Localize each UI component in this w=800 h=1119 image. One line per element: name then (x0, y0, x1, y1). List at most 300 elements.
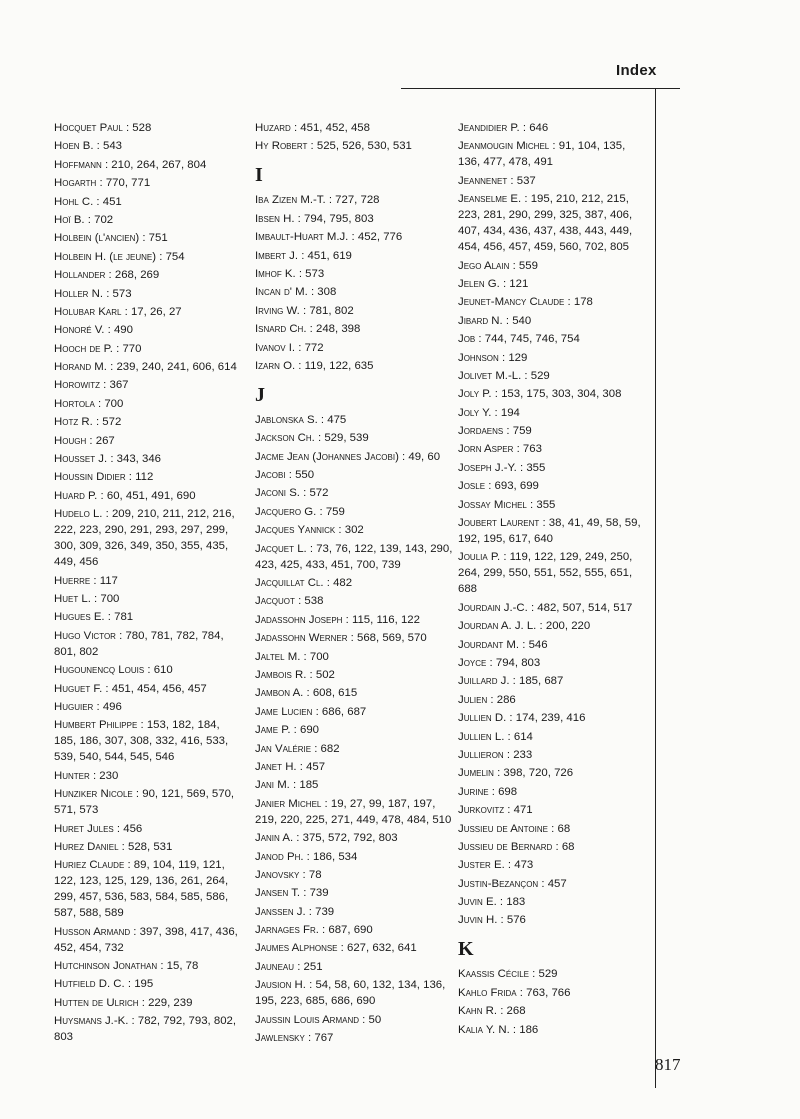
entry-pages: 751 (148, 232, 168, 245)
entry-pages: 153, 182, 184, 185, 186, 307, 308, 332, 416, 533, 539, 540, 544, 545, 546 (54, 719, 229, 764)
entry-pages: 754 (165, 250, 185, 263)
entry-name: Juvin E. (458, 896, 497, 909)
entry-name: Jeunet-Mancy Claude (458, 296, 565, 309)
index-entry (255, 777, 455, 793)
entry-pages: 248, 398 (316, 323, 361, 336)
entry-name: Irving W. (255, 304, 300, 317)
entry-name: Jadassohn Joseph (255, 613, 343, 626)
entry-separator: : (294, 595, 305, 608)
entry-name: Jullien L. (458, 730, 505, 743)
entry-name: Jambon A. (255, 687, 304, 700)
entry-separator: : (564, 296, 574, 309)
entry-name: Joyce (458, 656, 487, 669)
index-entry (54, 699, 244, 715)
entry-pages: 375, 572, 792, 803 (302, 832, 398, 845)
entry-name: Humbert Philippe (54, 719, 138, 732)
entry-separator: : (342, 613, 352, 626)
index-entry (54, 377, 244, 393)
index-entry (458, 460, 646, 476)
entry-separator: : (499, 277, 510, 290)
index-entry (255, 412, 455, 428)
entry-separator: : (539, 517, 549, 530)
entry-separator: : (294, 212, 305, 225)
entry-name: Jan Valérie (255, 742, 312, 755)
entry-pages: 473 (514, 859, 534, 872)
index-entry (54, 786, 244, 818)
entry-name: Justin-Bezançon (458, 877, 539, 890)
entry-name: Hoen B. (54, 140, 94, 153)
index-entry (458, 655, 646, 671)
entry-name: Jame Lucien (255, 705, 313, 718)
entry-pages: 60, 451, 491, 690 (106, 489, 196, 502)
entry-separator: : (298, 249, 308, 262)
entry-name: Kalia Y. N. (458, 1023, 510, 1036)
entry-pages: 457 (547, 877, 567, 890)
entry-pages: 451 (102, 195, 122, 208)
entry-pages: 115, 116, 122 (351, 613, 420, 626)
entry-separator: : (290, 122, 301, 134)
index-entry (54, 359, 244, 375)
entry-pages: 210, 264, 267, 804 (111, 158, 207, 171)
entry-separator: : (89, 769, 100, 782)
entry-name: Jolivet M.-L. (458, 369, 522, 382)
entry-pages: 129 (508, 351, 528, 364)
index-entry (458, 1022, 646, 1038)
entry-separator: : (497, 914, 507, 927)
entry-separator: : (144, 664, 154, 677)
entry-separator: : (90, 574, 100, 587)
entry-separator: : (156, 250, 166, 263)
entry-separator: : (305, 979, 316, 992)
entry-separator: : (519, 122, 530, 134)
index-entry (54, 662, 244, 678)
entry-separator: : (498, 351, 509, 364)
entry-pages: 614 (513, 730, 533, 743)
entry-pages: 559 (518, 259, 538, 272)
entry-name: Houssin Didier (54, 471, 126, 484)
entry-separator: : (84, 213, 95, 226)
entry-separator: : (121, 305, 131, 318)
index-entry (255, 940, 455, 956)
entry-pages: 739 (315, 905, 335, 918)
index-entry (54, 304, 244, 320)
index-entry (54, 414, 244, 430)
entry-name: Ivanov I. (255, 341, 296, 354)
section-letter: K (458, 938, 474, 961)
entry-name: Hy Robert (255, 140, 308, 153)
entry-pages: 50 (368, 1013, 382, 1026)
entry-name: Jaltel M. (255, 650, 301, 663)
entry-separator: : (295, 267, 306, 280)
entry-name: Juvin H. (458, 914, 498, 927)
index-entry (255, 522, 455, 538)
index-entry (54, 322, 244, 338)
index-entry (458, 729, 646, 745)
entry-name: Kaassis Cécile (458, 968, 530, 981)
entry-pages: 286 (496, 693, 516, 706)
entry-pages: 543 (103, 140, 123, 153)
entry-separator: : (306, 668, 316, 681)
entry-pages: 627, 632, 641 (347, 942, 417, 955)
entry-pages: 573 (112, 287, 132, 300)
entry-pages: 233 (513, 748, 533, 761)
entry-separator: : (526, 498, 537, 511)
entry-separator: : (104, 611, 115, 624)
entry-name: Hohl C. (54, 195, 94, 208)
index-entry (54, 249, 244, 265)
entry-separator: : (503, 748, 514, 761)
index-entry (255, 303, 455, 319)
entry-name: Jauneau (255, 960, 295, 973)
entry-name: Jourdain J.-C. (458, 601, 528, 614)
entry-name: Jourdant M. (458, 638, 520, 651)
entry-pages: 302 (344, 524, 364, 537)
entry-pages: 239, 240, 241, 606, 614 (116, 361, 237, 374)
entry-pages: 572 (102, 416, 122, 429)
entry-separator: : (496, 896, 507, 909)
entry-separator: : (132, 788, 143, 801)
entry-separator: : (549, 140, 559, 153)
entry-separator: : (335, 524, 345, 537)
index-entry (458, 478, 646, 494)
entry-separator: : (300, 650, 310, 663)
index-entry (255, 612, 455, 628)
entry-separator: : (486, 656, 496, 669)
entry-separator: : (311, 742, 321, 755)
section-letter: I (255, 164, 263, 187)
entry-pages: 355 (526, 461, 546, 474)
entry-name: Jame P. (255, 724, 291, 737)
index-entry (54, 958, 244, 974)
entry-pages: 759 (512, 425, 532, 438)
index-entry (54, 488, 244, 504)
entry-separator: : (104, 324, 114, 337)
entry-separator: : (521, 369, 531, 382)
entry-name: Hotz R. (54, 416, 93, 429)
entry-name: Jussieu de Antoine (458, 822, 548, 835)
entry-separator: : (113, 822, 124, 835)
index-entry (458, 173, 646, 189)
entry-pages: 230 (99, 769, 119, 782)
index-entry (255, 575, 455, 591)
entry-pages: 496 (102, 700, 122, 713)
entry-name: Hudelo L. (54, 508, 103, 521)
index-column-2 (255, 120, 455, 1048)
entry-pages: 794, 803 (495, 656, 541, 669)
entry-pages: 73, 76, 122, 139, 143, 290, 423, 425, 433, 451, 700, 739 (255, 542, 453, 571)
entry-pages: 268 (506, 1005, 526, 1018)
entry-name: Jaconi S. (255, 487, 300, 500)
index-entry (54, 157, 244, 173)
entry-separator: : (506, 712, 516, 725)
entry-separator: : (285, 469, 296, 482)
entry-name: Horowitz (54, 379, 100, 392)
section-letter: J (255, 383, 265, 406)
index-entry (458, 802, 646, 818)
entry-name: Jeanmougin Michel (458, 140, 550, 153)
entry-separator: : (509, 259, 519, 272)
index-entry (54, 1013, 244, 1045)
entry-name: Johnson (458, 351, 499, 364)
entry-separator: : (303, 687, 313, 700)
entry-name: Hutchinson Jonathan (54, 960, 158, 973)
index-entry (458, 294, 646, 310)
index-entry (458, 441, 646, 457)
entry-separator: : (293, 832, 303, 845)
entry-pages: 525, 526, 530, 531 (316, 140, 412, 153)
entry-pages: 19, 27, 99, 187, 197, 219, 220, 225, 271, 449, 478, 484, 510 (255, 797, 452, 826)
index-entry (255, 284, 455, 300)
index-entry (54, 857, 244, 921)
entry-name: Hough (54, 434, 87, 447)
entry-name: Jorn Asper (458, 443, 514, 456)
entry-name: Hugo Victor (54, 629, 116, 642)
entry-separator: : (290, 724, 300, 737)
index-entry (458, 839, 646, 855)
index-entry (255, 321, 455, 337)
entry-name: Hurez Daniel (54, 840, 119, 853)
entry-separator: : (115, 629, 126, 642)
entry-name: Honoré V. (54, 324, 105, 337)
entry-name: Josle (458, 480, 486, 493)
entry-separator: : (497, 1005, 507, 1018)
entry-pages: 576 (506, 914, 526, 927)
entry-separator: : (321, 797, 331, 810)
entry-name: Huriez Claude (54, 859, 125, 872)
entry-pages: 195, 210, 212, 215, 223, 281, 290, 299, 325, 387, 406, 407, 434, 436, 437, 438, 443, 449, 454, 456, 457, 459, 560, 702, 805 (458, 193, 633, 254)
entry-name: Jego Alain (458, 259, 510, 272)
entry-separator: : (105, 269, 115, 282)
entry-pages: 398, 720, 726 (503, 767, 574, 780)
entry-name: Juster E. (458, 859, 505, 872)
index-entry (255, 449, 455, 465)
entry-pages: 763 (522, 443, 542, 456)
entry-name: Janod Ph. (255, 850, 304, 863)
index-entry (54, 924, 244, 956)
entry-name: Hortola (54, 397, 95, 410)
entry-pages: 91, 104, 135, 136, 477, 478, 491 (458, 140, 626, 169)
entry-name: Joseph J.-Y. (458, 461, 517, 474)
entry-name: Jausion H. (255, 979, 306, 992)
entry-separator: : (101, 158, 112, 171)
entry-pages: 528 (132, 122, 152, 134)
entry-separator: : (488, 785, 499, 798)
index-entry (255, 504, 455, 520)
entry-separator: : (507, 174, 517, 187)
entry-pages: 781 (114, 611, 134, 624)
index-entry (255, 340, 455, 356)
entry-pages: 186, 534 (313, 850, 358, 863)
entry-name: Hogarth (54, 177, 97, 190)
entry-separator: : (487, 693, 497, 706)
entry-name: Huguier (54, 700, 94, 713)
entry-separator: : (521, 193, 531, 206)
entry-pages: 90, 121, 569, 570, 571, 573 (54, 788, 235, 817)
index-entry (458, 784, 646, 800)
entry-separator: : (299, 868, 309, 881)
entry-name: Holbein (l'ancien) (54, 232, 140, 245)
entry-pages: 608, 615 (312, 687, 358, 700)
entry-pages: 17, 26, 27 (130, 305, 182, 318)
entry-pages: 502 (315, 668, 335, 681)
entry-name: Hoffmann (54, 158, 102, 171)
entry-name: Jeanselme E. (458, 193, 522, 206)
entry-name: Janin A. (255, 832, 294, 845)
entry-name: Huet L. (54, 592, 91, 605)
entry-pages: 744, 745, 746, 754 (484, 333, 580, 346)
entry-separator: : (100, 379, 110, 392)
entry-name: Janet H. (255, 760, 297, 773)
entry-pages: 540 (512, 314, 532, 327)
entry-pages: 759 (325, 505, 345, 518)
entry-pages: 268, 269 (114, 269, 160, 282)
entry-separator: : (299, 487, 310, 500)
entry-name: Jumelin (458, 767, 494, 780)
index-entry (255, 358, 455, 374)
index-entry (255, 685, 455, 701)
entry-pages: 572 (309, 487, 329, 500)
entry-name: Janssen J. (255, 905, 306, 918)
entry-pages: 794, 795, 803 (304, 212, 374, 225)
index-entry (458, 515, 646, 547)
entry-separator: : (93, 195, 103, 208)
index-entry (255, 266, 455, 282)
entry-separator: : (107, 453, 117, 466)
entry-pages: 537 (516, 174, 536, 187)
entry-separator: : (509, 675, 520, 688)
entry-pages: 68 (561, 840, 575, 853)
entry-pages: 185 (299, 779, 319, 792)
index-entry (255, 630, 455, 646)
entry-separator: : (529, 968, 539, 981)
entry-pages: 770, 771 (105, 177, 151, 190)
entry-separator: : (475, 333, 485, 346)
entry-pages: 229, 239 (148, 996, 193, 1009)
index-entry (458, 710, 646, 726)
index-entry (255, 229, 455, 245)
entry-name: Huerre (54, 574, 91, 587)
entry-pages: 397, 398, 417, 436, 452, 454, 732 (54, 925, 238, 954)
index-entry (458, 120, 646, 136)
index-column-3 (458, 120, 646, 1040)
index-entry (54, 609, 244, 625)
entry-name: Jaumes Alphonse (255, 942, 338, 955)
index-entry (255, 849, 455, 865)
entry-name: Jibard N. (458, 314, 503, 327)
entry-name: Hollander (54, 269, 106, 282)
entry-name: Jurkovitz (458, 804, 505, 817)
index-entry (458, 191, 646, 255)
index-entry (458, 497, 646, 513)
index-entry (255, 959, 455, 975)
index-column-1 (54, 120, 244, 1048)
entry-pages: 38, 41, 49, 58, 59, 192, 195, 617, 640 (458, 517, 641, 546)
entry-pages: 538 (304, 595, 324, 608)
entry-separator: : (124, 859, 134, 872)
index-entry (255, 1012, 455, 1028)
entry-pages: 121 (509, 277, 529, 290)
entry-pages: 200, 220 (545, 620, 591, 633)
entry-pages: 185, 687 (519, 675, 564, 688)
entry-name: Hunter (54, 769, 90, 782)
index-entry (255, 830, 455, 846)
page-header-title: Index (616, 62, 657, 79)
entry-separator: : (93, 700, 103, 713)
entry-pages: 89, 104, 119, 121, 122, 123, 125, 129, 136, 261, 264, 299, 457, 536, 583, 584, 585, 586, 587, 588, 589 (54, 859, 229, 920)
entry-name: Jacques Yannick (255, 524, 336, 537)
index-entry (54, 267, 244, 283)
entry-pages: 770 (122, 342, 142, 355)
entry-separator: : (516, 986, 527, 999)
entry-pages: 550 (295, 469, 315, 482)
index-entry (54, 341, 244, 357)
index-entry (458, 1003, 646, 1019)
entry-name: Joulia P. (458, 551, 501, 564)
entry-separator: : (318, 924, 329, 937)
entry-separator: : (504, 730, 514, 743)
entry-name: Hoï B. (54, 213, 85, 226)
index-entry (458, 692, 646, 708)
entry-pages: 682 (320, 742, 340, 755)
entry-name: Hutten de Ulrich (54, 996, 139, 1009)
entry-pages: 482 (333, 577, 353, 590)
entry-separator: : (337, 942, 348, 955)
entry-separator: : (102, 682, 112, 695)
entry-name: Huret Jules (54, 822, 114, 835)
entry-name: Jeannenet (458, 174, 508, 187)
entry-separator: : (125, 471, 136, 484)
entry-separator: : (314, 432, 325, 445)
index-entry (255, 796, 455, 828)
entry-name: Jadassohn Werner (255, 632, 348, 645)
index-entry (54, 194, 244, 210)
entry-separator: : (124, 978, 135, 991)
entry-pages: 117 (99, 574, 118, 587)
index-entry (54, 175, 244, 191)
index-entry (458, 966, 646, 982)
entry-pages: 573 (305, 267, 325, 280)
entry-separator: : (317, 413, 328, 426)
entry-separator: : (118, 840, 129, 853)
entry-separator: : (295, 341, 305, 354)
index-entry (255, 211, 455, 227)
entry-name: Jullieron (458, 748, 504, 761)
entry-name: Jacquillat Cl. (255, 577, 324, 590)
entry-separator: : (500, 551, 510, 564)
page-number: 817 (655, 1055, 681, 1074)
entry-pages: 700 (100, 592, 120, 605)
entry-pages: 528, 531 (128, 840, 173, 853)
entry-name: Huard P. (54, 489, 98, 502)
index-entry (458, 747, 646, 763)
entry-name: Jossay Michel (458, 498, 527, 511)
entry-name: Jambois R. (255, 668, 307, 681)
entry-pages: 471 (513, 804, 533, 817)
entry-separator: : (157, 960, 167, 973)
index-entry (458, 765, 646, 781)
entry-name: Hunziker Nicole (54, 788, 133, 801)
index-entry (255, 138, 455, 154)
entry-name: Jeandidier P. (458, 122, 520, 134)
entry-pages: 687, 690 (328, 924, 373, 937)
entry-pages: 727, 728 (335, 194, 380, 207)
entry-separator: : (516, 461, 527, 474)
index-entry (255, 759, 455, 775)
entry-separator: : (137, 719, 147, 732)
entry-separator: : (304, 1032, 315, 1045)
entry-name: Jacquero G. (255, 505, 317, 518)
entry-pages: 482, 507, 514, 517 (537, 601, 633, 614)
